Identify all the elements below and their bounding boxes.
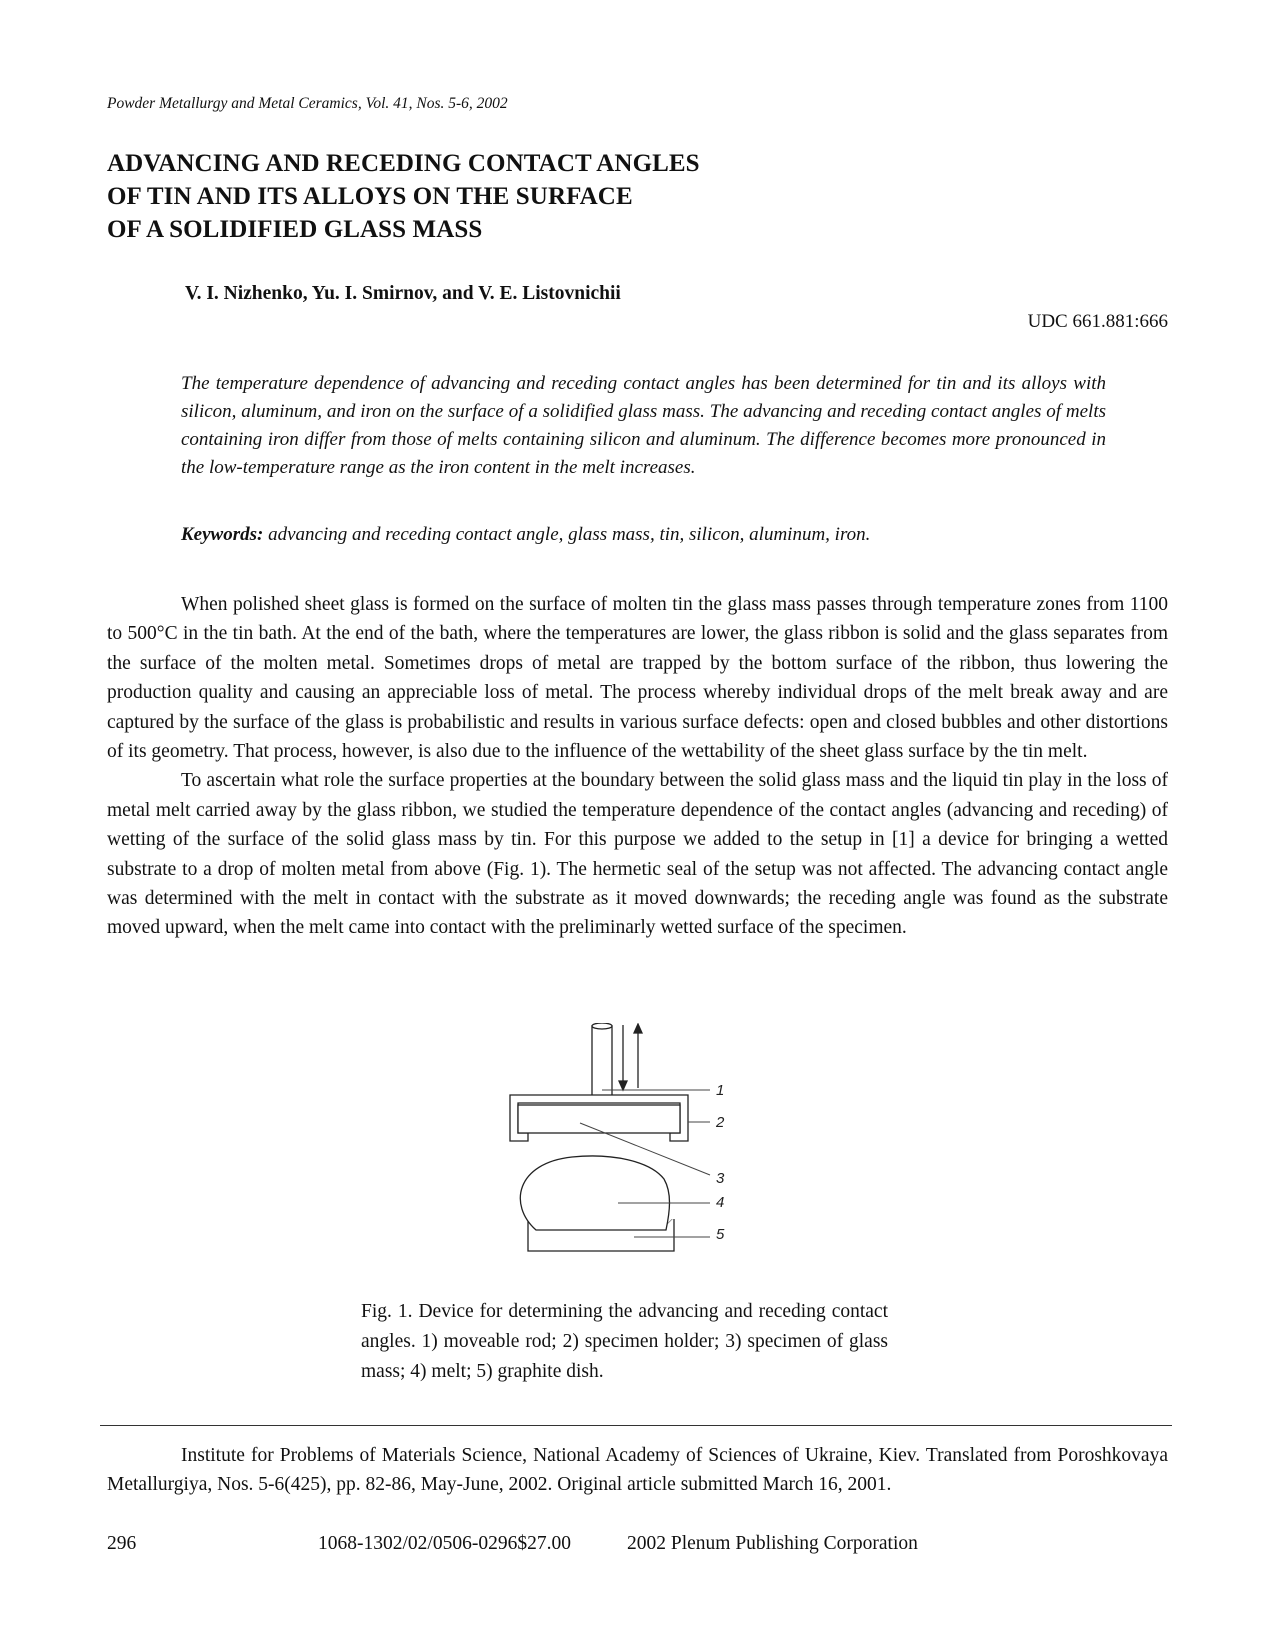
body-text: [107, 590, 1168, 943]
publisher: 2002 Plenum Publishing Corporation: [627, 1533, 918, 1554]
article-title: [107, 147, 700, 246]
device-diagram: [500, 1023, 790, 1283]
title-line: OF TIN AND ITS ALLOYS ON THE SURFACE: [107, 183, 633, 210]
body-paragraph: When polished sheet glass is formed on the surface of molten tin the glass mass passes through temperature zones from 1100 to 500°C in the tin bath. At the end of the bath, where the temperatures are lower, the glass ribbon is solid and the glass separates from the surface of the molten metal. Sometimes drops of metal are trapped by the bottom surface of the ribbon, thus lowering the production quality and causing an appreciable loss of metal. The process whereby individual drops of the melt break away and are captured by the surface of the glass is probabilistic and results in various surface defects: open and closed bubbles and other distortions of its geometry. That process, however, is also due to the influence of the wettability of the sheet glass surface by the tin melt.: [107, 594, 1168, 763]
glass-specimen: [518, 1105, 680, 1133]
journal-header: Powder Metallurgy and Metal Ceramics, Vol. 41, Nos. 5-6, 2002: [107, 95, 508, 112]
page-number: 296: [107, 1533, 137, 1554]
label-2: 2: [716, 1114, 725, 1131]
label-5: 5: [716, 1226, 725, 1243]
keywords-text: advancing and receding contact angle, glass mass, tin, silicon, aluminum, iron.: [268, 524, 871, 545]
footnote-divider: [100, 1425, 1172, 1426]
title-line: ADVANCING AND RECEDING CONTACT ANGLES: [107, 150, 700, 177]
affiliation-text: Institute for Problems of Materials Science, National Academy of Sciences of Ukraine, Kiev. Translated from Poroshkovaya Metallurgiya, Nos. 5-6(425), pp. 82-86, May-June, 2002. Original article submitted March 16, 2001.: [107, 1445, 1168, 1495]
melt-drop: [520, 1156, 669, 1230]
label-1: 1: [716, 1082, 725, 1099]
figure-caption: Fig. 1. Device for determining the advancing and receding contact angles. 1) moveable rod; 2) specimen holder; 3) specimen of glass mass; 4) melt; 5) graphite dish.: [361, 1301, 888, 1382]
issn-price: 1068-1302/02/0506-0296$27.00: [318, 1533, 571, 1554]
label-4: 4: [716, 1194, 725, 1211]
motion-arrows: [619, 1024, 642, 1090]
udc-code: UDC 661.881:666: [1027, 311, 1168, 332]
label-3: 3: [716, 1170, 725, 1187]
abstract: The temperature dependence of advancing and receding contact angles has been determined for tin and its alloys with silicon, aluminum, and iron on the surface of a solidified glass mass. The advancing and receding contact angles of melts containing iron differ from those of melts containing silicon and aluminum. The difference becomes more pronounced in the low-temperature range as the iron content in the melt increases.: [181, 373, 1106, 478]
title-line: OF A SOLIDIFIED GLASS MASS: [107, 216, 483, 243]
keywords-label: Keywords:: [181, 524, 264, 545]
authors: V. I. Nizhenko, Yu. I. Smirnov, and V. E. Listovnichii: [185, 283, 621, 304]
keywords: [181, 524, 1106, 546]
moveable-rod: [592, 1023, 612, 1096]
body-paragraph: To ascertain what role the surface properties at the boundary between the solid glass mass and the liquid tin play in the loss of metal melt carried away by the glass ribbon, we studied the temperature dependence of the contact angles (advancing and receding) of wetting of the surface of the solid glass mass by tin. For this purpose we added to the setup in [1] a device for bringing a wetted substrate to a drop of molten metal from above (Fig. 1). The hermetic seal of the setup was not affected. The advancing contact angle was determined with the melt in contact with the substrate as it moved downwards; the receding angle was found as the substrate moved upward, when the melt came into contact with the preliminarly wetted surface of the specimen.: [107, 770, 1168, 939]
affiliation: [107, 1441, 1168, 1499]
